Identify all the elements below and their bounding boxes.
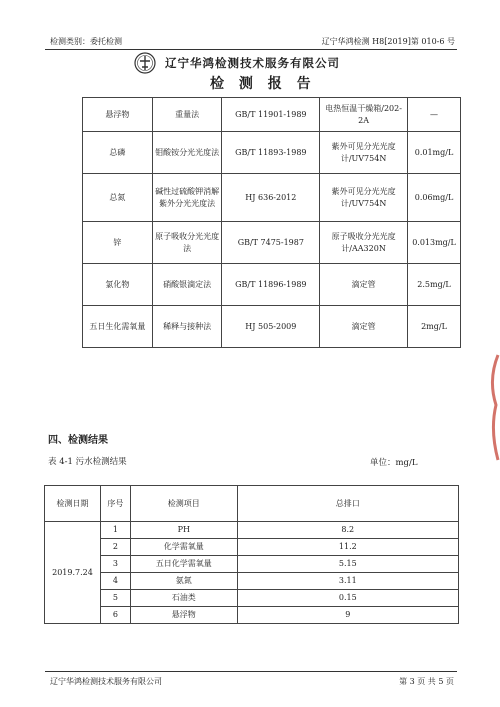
method-row bbox=[83, 98, 461, 132]
report-number: 辽宁华鸿检测 H8[2019]第 010-6 号 bbox=[321, 37, 455, 46]
result-cell-no: 1 bbox=[100, 522, 130, 539]
method-cell-instrument: 滴定管 bbox=[320, 306, 408, 348]
method-row bbox=[83, 222, 461, 264]
page-number: 第 3 页 共 5 页 bbox=[399, 677, 454, 686]
result-cell-value: 9 bbox=[237, 607, 458, 624]
report-category: 检测类别：委托检测 bbox=[50, 37, 122, 46]
result-row bbox=[45, 590, 459, 607]
method-cell-standard: HJ 636-2012 bbox=[222, 174, 320, 222]
method-row bbox=[83, 132, 461, 174]
method-cell-limit: 0.01mg/L bbox=[408, 132, 461, 174]
header-outlet: 总排口 bbox=[237, 486, 458, 522]
method-cell-standard: GB/T 11896-1989 bbox=[222, 264, 320, 306]
method-cell-instrument: 原子吸收分光光度计/AA320N bbox=[320, 222, 408, 264]
method-cell-limit: 2mg/L bbox=[408, 306, 461, 348]
method-cell-method: 硝酸银滴定法 bbox=[152, 264, 222, 306]
result-cell-no: 3 bbox=[100, 556, 130, 573]
result-cell-value: 0.15 bbox=[237, 590, 458, 607]
header-divider bbox=[45, 49, 457, 50]
result-row bbox=[45, 556, 459, 573]
result-cell-item: 石油类 bbox=[130, 590, 237, 607]
method-cell-standard: GB/T 11901-1989 bbox=[222, 98, 320, 132]
method-cell-method: 原子吸收分光光度法 bbox=[152, 222, 222, 264]
method-cell-instrument: 电热恒温干燥箱/202-2A bbox=[320, 98, 408, 132]
result-row bbox=[45, 573, 459, 590]
results-header-row bbox=[45, 486, 459, 522]
result-cell-no: 2 bbox=[100, 539, 130, 556]
seal-stamp-icon bbox=[484, 350, 500, 470]
footer-divider bbox=[45, 671, 457, 672]
method-cell-method: 稀释与接种法 bbox=[152, 306, 222, 348]
method-cell-item: 总磷 bbox=[83, 132, 153, 174]
method-cell-instrument: 紫外可见分光光度计/UV754N bbox=[320, 174, 408, 222]
result-cell-no: 4 bbox=[100, 573, 130, 590]
method-cell-limit: 2.5mg/L bbox=[408, 264, 461, 306]
result-date: 2019.7.24 bbox=[45, 522, 101, 624]
method-cell-standard: GB/T 7475-1987 bbox=[222, 222, 320, 264]
result-cell-no: 6 bbox=[100, 607, 130, 624]
company-logo-icon bbox=[134, 52, 156, 74]
method-cell-method: 碱性过硫酸钾消解紫外分光光度法 bbox=[152, 174, 222, 222]
method-cell-standard: HJ 505-2009 bbox=[222, 306, 320, 348]
result-cell-item: 氨氮 bbox=[130, 573, 237, 590]
method-cell-standard: GB/T 11893-1989 bbox=[222, 132, 320, 174]
method-row bbox=[83, 174, 461, 222]
method-cell-item: 五日生化需氧量 bbox=[83, 306, 153, 348]
header-item: 检测项目 bbox=[130, 486, 237, 522]
method-cell-item: 总氮 bbox=[83, 174, 153, 222]
result-cell-value: 3.11 bbox=[237, 573, 458, 590]
company-name: 辽宁华鸿检测技术服务有限公司 bbox=[165, 56, 340, 70]
result-cell-value: 11.2 bbox=[237, 539, 458, 556]
method-cell-item: 锌 bbox=[83, 222, 153, 264]
header-no: 序号 bbox=[100, 486, 130, 522]
method-row bbox=[83, 306, 461, 348]
method-cell-instrument: 滴定管 bbox=[320, 264, 408, 306]
methods-table bbox=[82, 97, 461, 348]
section-title: 四、检测结果 bbox=[48, 435, 108, 446]
results-table bbox=[44, 485, 459, 624]
report-title: 检 测 报 告 bbox=[210, 76, 316, 92]
result-row bbox=[45, 522, 459, 539]
method-cell-item: 悬浮物 bbox=[83, 98, 153, 132]
result-cell-value: 8.2 bbox=[237, 522, 458, 539]
result-cell-no: 5 bbox=[100, 590, 130, 607]
method-cell-limit: 0.013mg/L bbox=[408, 222, 461, 264]
table-caption: 表 4-1 污水检测结果 bbox=[48, 457, 127, 467]
unit-label: 单位：mg/L bbox=[370, 458, 418, 468]
result-cell-item: 五日化学需氧量 bbox=[130, 556, 237, 573]
result-row bbox=[45, 539, 459, 556]
method-cell-limit: — bbox=[408, 98, 461, 132]
method-cell-method: 钼酸铵分光光度法 bbox=[152, 132, 222, 174]
result-cell-item: 化学需氧量 bbox=[130, 539, 237, 556]
result-cell-item: 悬浮物 bbox=[130, 607, 237, 624]
result-row bbox=[45, 607, 459, 624]
method-cell-method: 重量法 bbox=[152, 98, 222, 132]
method-cell-limit: 0.06mg/L bbox=[408, 174, 461, 222]
header-date: 检测日期 bbox=[45, 486, 101, 522]
footer-company: 辽宁华鸿检测技术服务有限公司 bbox=[50, 677, 162, 686]
method-row bbox=[83, 264, 461, 306]
result-cell-value: 5.15 bbox=[237, 556, 458, 573]
result-cell-item: PH bbox=[130, 522, 237, 539]
method-cell-instrument: 紫外可见分光光度计/UV754N bbox=[320, 132, 408, 174]
method-cell-item: 氯化物 bbox=[83, 264, 153, 306]
